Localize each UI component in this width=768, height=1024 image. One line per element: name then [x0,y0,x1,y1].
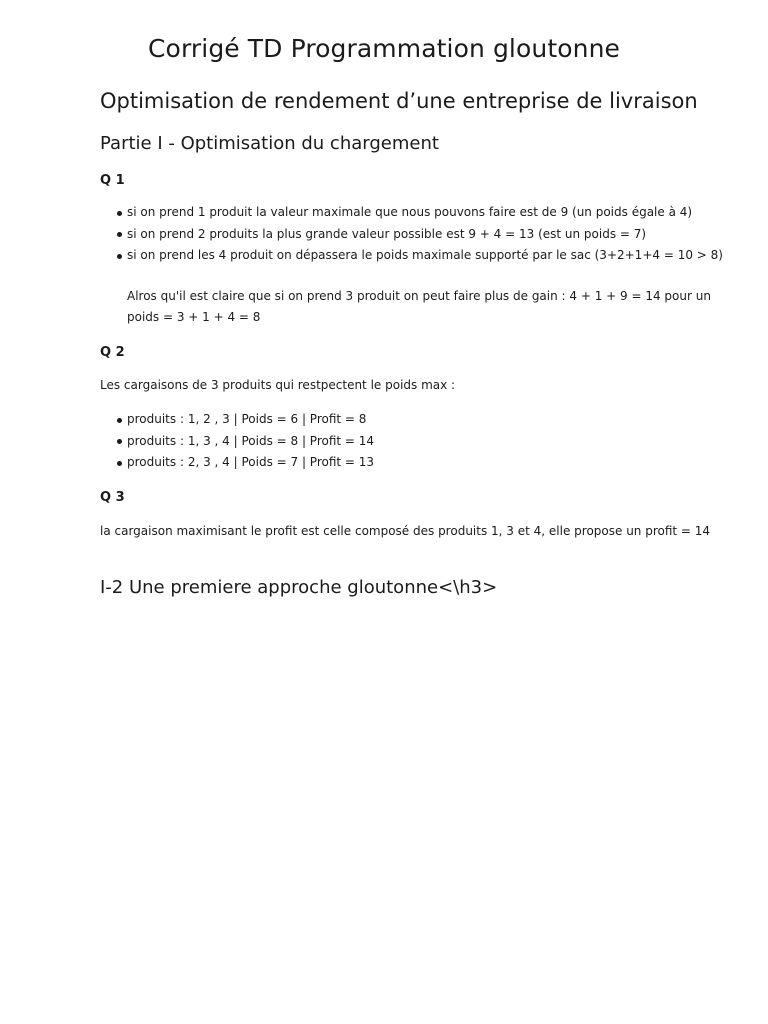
list-item: produits : 1, 2 , 3 | Poids = 6 | Profit = 8 [100,409,374,431]
q3-label: Q 3 [100,490,125,505]
list-item: si on prend les 4 produit on dépassera le poids maximale supporté par le sac (3+2+1+4 = 10 > 8) [100,245,723,267]
q1-conclusion: Alros qu'il est claire que si on prend 3 produit on peut faire plus de gain : 4 + 1 + 9 = 14 pour un poids = 3 + 1 + 4 = 8 [127,289,711,324]
part1-heading: Partie I - Optimisation du chargement [100,133,439,154]
q1-label: Q 1 [100,173,125,188]
document-subtitle: Optimisation de rendement d’une entreprise de livraison [100,89,698,113]
list-item: produits : 2, 3 , 4 | Poids = 7 | Profit = 13 [100,452,374,474]
list-item: produits : 1, 3 , 4 | Poids = 8 | Profit = 14 [100,431,374,453]
document-title: Corrigé TD Programmation gloutonne [148,34,620,63]
list-item: si on prend 1 produit la valeur maximale que nous pouvons faire est de 9 (un poids égale à 4) [100,202,723,224]
q2-list [100,409,374,474]
list-item: si on prend 2 produits la plus grande valeur possible est 9 + 4 = 13 (est un poids = 7) [100,224,723,246]
q2-intro: Les cargaisons de 3 produits qui restpectent le poids max : [100,378,456,392]
q3-answer: la cargaison maximisant le profit est celle composé des produits 1, 3 et 4, elle propose un profit = 14 [100,524,711,538]
q1-list [100,202,723,267]
q2-label: Q 2 [100,345,125,360]
section-i2-heading: I-2 Une premiere approche gloutonne<\h3> [100,577,498,598]
